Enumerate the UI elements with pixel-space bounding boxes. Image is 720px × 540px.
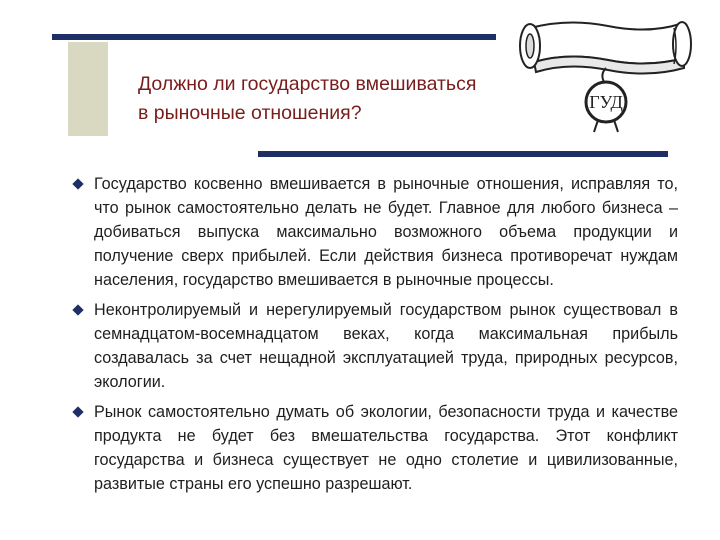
bullet-text: Государство косвенно вмешивается в рыночные отношения, исправляя то, что рынок самостоятельно делать не будет. Главное для любого бизнеса – добиваться выпуска максимально возможного объема продукции и получение сверх прибылей. Если действия бизнеса противоречат нуждам населения, государство вмешивается в рыночные процессы.: [94, 175, 678, 289]
scroll-icon: [508, 6, 694, 134]
slide-title-line-2: в рыночные отношения?: [138, 102, 362, 124]
slide-title: [138, 70, 538, 128]
svg-text:ГУД: ГУД: [589, 92, 623, 112]
decorative-accent-block: [68, 42, 108, 136]
bottom-divider: [258, 151, 668, 157]
slide-title-line-1: Должно ли государство вмешиваться: [138, 73, 477, 95]
top-divider: [52, 34, 496, 40]
bullet-text: Рынок самостоятельно думать об экологии, безопасности труда и качестве продукта не будет без вмешательства государства. Этот конфликт государства и бизнеса существует не одно столетие и цивилизованные, развитые страны его успешно разрешают.: [94, 403, 678, 493]
diamond-bullet-icon: [72, 178, 83, 189]
bullet-text: Неконтролируемый и нерегулируемый государством рынок существовал в семнадцатом-восемнадцатом веках, когда максимальная прибыль создавалась за счет нещадной эксплуатацией труда, природных ресурсов, экологии.: [94, 301, 678, 391]
diamond-bullet-icon: [72, 304, 83, 315]
list-item: [74, 400, 678, 496]
diamond-bullet-icon: [72, 406, 83, 417]
list-item: [74, 172, 678, 292]
bullet-list: [74, 172, 678, 502]
list-item: [74, 298, 678, 394]
